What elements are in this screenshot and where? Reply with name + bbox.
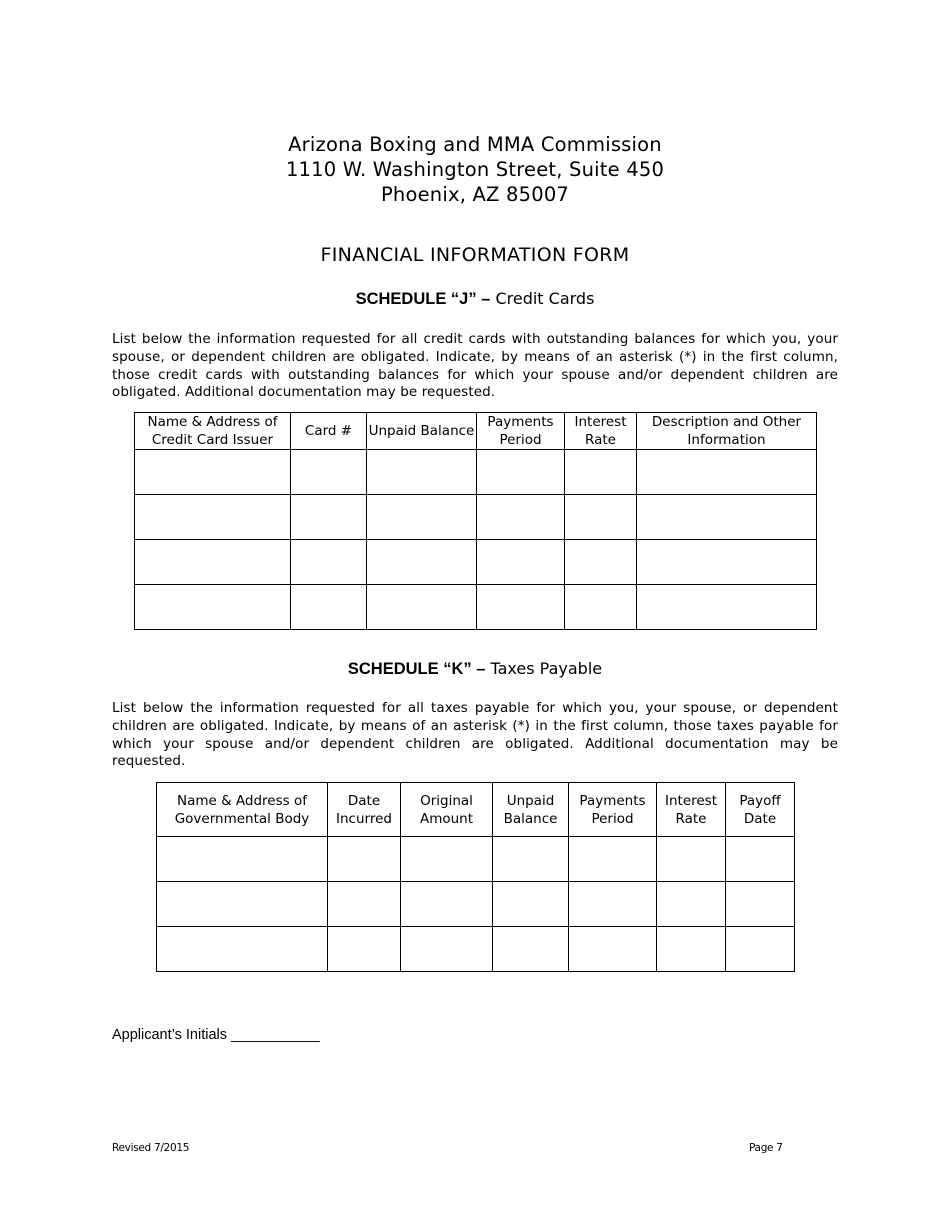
table-row bbox=[135, 585, 817, 630]
table-cell[interactable] bbox=[493, 927, 569, 972]
page-number: Page 7 bbox=[749, 1142, 783, 1154]
column-header: Payments Period bbox=[569, 783, 657, 837]
org-city: Phoenix, AZ 85007 bbox=[380, 183, 570, 206]
header-block bbox=[0, 132, 950, 207]
org-street: 1110 W. Washington Street, Suite 450 bbox=[285, 158, 665, 181]
table-cell[interactable] bbox=[291, 540, 367, 585]
applicant-initials[interactable]: Applicant’s Initials ___________ bbox=[112, 1027, 320, 1043]
table-cell[interactable] bbox=[135, 450, 291, 495]
table-cell[interactable] bbox=[493, 837, 569, 882]
table-cell[interactable] bbox=[726, 882, 795, 927]
schedule-k-instructions: List below the information requested for all taxes payable for which you, your spouse, or dependent children are obligated. Indicate, by means of an asterisk (*) in the first column, those taxes payable for which your spouse and/or dependent children are obligated. Additional documentation may be requested. bbox=[112, 700, 838, 770]
table-cell[interactable] bbox=[401, 927, 493, 972]
table-cell[interactable] bbox=[477, 450, 565, 495]
table-cell[interactable] bbox=[367, 585, 477, 630]
column-header: Original Amount bbox=[401, 783, 493, 837]
org-name: Arizona Boxing and MMA Commission bbox=[288, 133, 662, 156]
column-header: Name & Address of Credit Card Issuer bbox=[135, 413, 291, 450]
table-cell[interactable] bbox=[569, 837, 657, 882]
table-cell[interactable] bbox=[726, 837, 795, 882]
column-header: Interest Rate bbox=[657, 783, 726, 837]
table-cell[interactable] bbox=[477, 540, 565, 585]
table-cell[interactable] bbox=[401, 882, 493, 927]
table-cell[interactable] bbox=[637, 450, 817, 495]
table-cell[interactable] bbox=[493, 882, 569, 927]
schedule-j-table bbox=[134, 412, 817, 630]
table-cell[interactable] bbox=[477, 585, 565, 630]
table-cell[interactable] bbox=[135, 540, 291, 585]
table-cell[interactable] bbox=[157, 882, 328, 927]
table-cell[interactable] bbox=[477, 495, 565, 540]
column-header: Unpaid Balance bbox=[367, 413, 477, 450]
column-header: Payments Period bbox=[477, 413, 565, 450]
table-cell[interactable] bbox=[291, 585, 367, 630]
table-cell[interactable] bbox=[657, 927, 726, 972]
table-cell[interactable] bbox=[637, 585, 817, 630]
schedule-j-label: SCHEDULE “J” – bbox=[355, 290, 491, 308]
schedule-k-title bbox=[0, 659, 950, 679]
table-cell[interactable] bbox=[328, 882, 401, 927]
schedule-j-subtitle: Credit Cards bbox=[490, 289, 595, 308]
table-cell[interactable] bbox=[569, 927, 657, 972]
table-cell[interactable] bbox=[569, 882, 657, 927]
table-row bbox=[135, 495, 817, 540]
table-cell[interactable] bbox=[328, 927, 401, 972]
table-cell[interactable] bbox=[401, 837, 493, 882]
table-row bbox=[135, 540, 817, 585]
table-cell[interactable] bbox=[157, 837, 328, 882]
schedule-j-title bbox=[0, 289, 950, 309]
schedule-k-label: SCHEDULE “K” – bbox=[347, 660, 486, 678]
table-cell[interactable] bbox=[637, 540, 817, 585]
schedule-j-instructions: List below the information requested for all credit cards with outstanding balances for which you, your spouse, or dependent children are obligated. Indicate, by means of an asterisk (*) in the first column, those credit cards with outstanding balances for which your spouse and/or dependent children are obligated. Additional documentation may be requested. bbox=[112, 331, 838, 401]
revised-date: Revised 7/2015 bbox=[112, 1142, 190, 1154]
table-cell[interactable] bbox=[367, 450, 477, 495]
table-row bbox=[157, 882, 795, 927]
schedule-k-subtitle: Taxes Payable bbox=[485, 659, 603, 678]
column-header: Description and Other Information bbox=[637, 413, 817, 450]
schedule-k-table bbox=[156, 782, 795, 972]
table-cell[interactable] bbox=[726, 927, 795, 972]
table-cell[interactable] bbox=[367, 540, 477, 585]
table-cell[interactable] bbox=[565, 450, 637, 495]
table-cell[interactable] bbox=[135, 495, 291, 540]
table-cell[interactable] bbox=[657, 837, 726, 882]
form-title: FINANCIAL INFORMATION FORM bbox=[320, 244, 630, 266]
column-header: Interest Rate bbox=[565, 413, 637, 450]
column-header: Payoff Date bbox=[726, 783, 795, 837]
table-row bbox=[157, 837, 795, 882]
table-cell[interactable] bbox=[637, 495, 817, 540]
table-cell[interactable] bbox=[565, 585, 637, 630]
column-header: Unpaid Balance bbox=[493, 783, 569, 837]
table-row bbox=[157, 927, 795, 972]
table-cell[interactable] bbox=[135, 585, 291, 630]
table-cell[interactable] bbox=[565, 540, 637, 585]
column-header: Date Incurred bbox=[328, 783, 401, 837]
table-cell[interactable] bbox=[367, 495, 477, 540]
table-cell[interactable] bbox=[328, 837, 401, 882]
table-row bbox=[135, 450, 817, 495]
table-cell[interactable] bbox=[157, 927, 328, 972]
table-cell[interactable] bbox=[565, 495, 637, 540]
column-header: Card # bbox=[291, 413, 367, 450]
table-cell[interactable] bbox=[657, 882, 726, 927]
table-cell[interactable] bbox=[291, 450, 367, 495]
table-cell[interactable] bbox=[291, 495, 367, 540]
column-header: Name & Address of Governmental Body bbox=[157, 783, 328, 837]
